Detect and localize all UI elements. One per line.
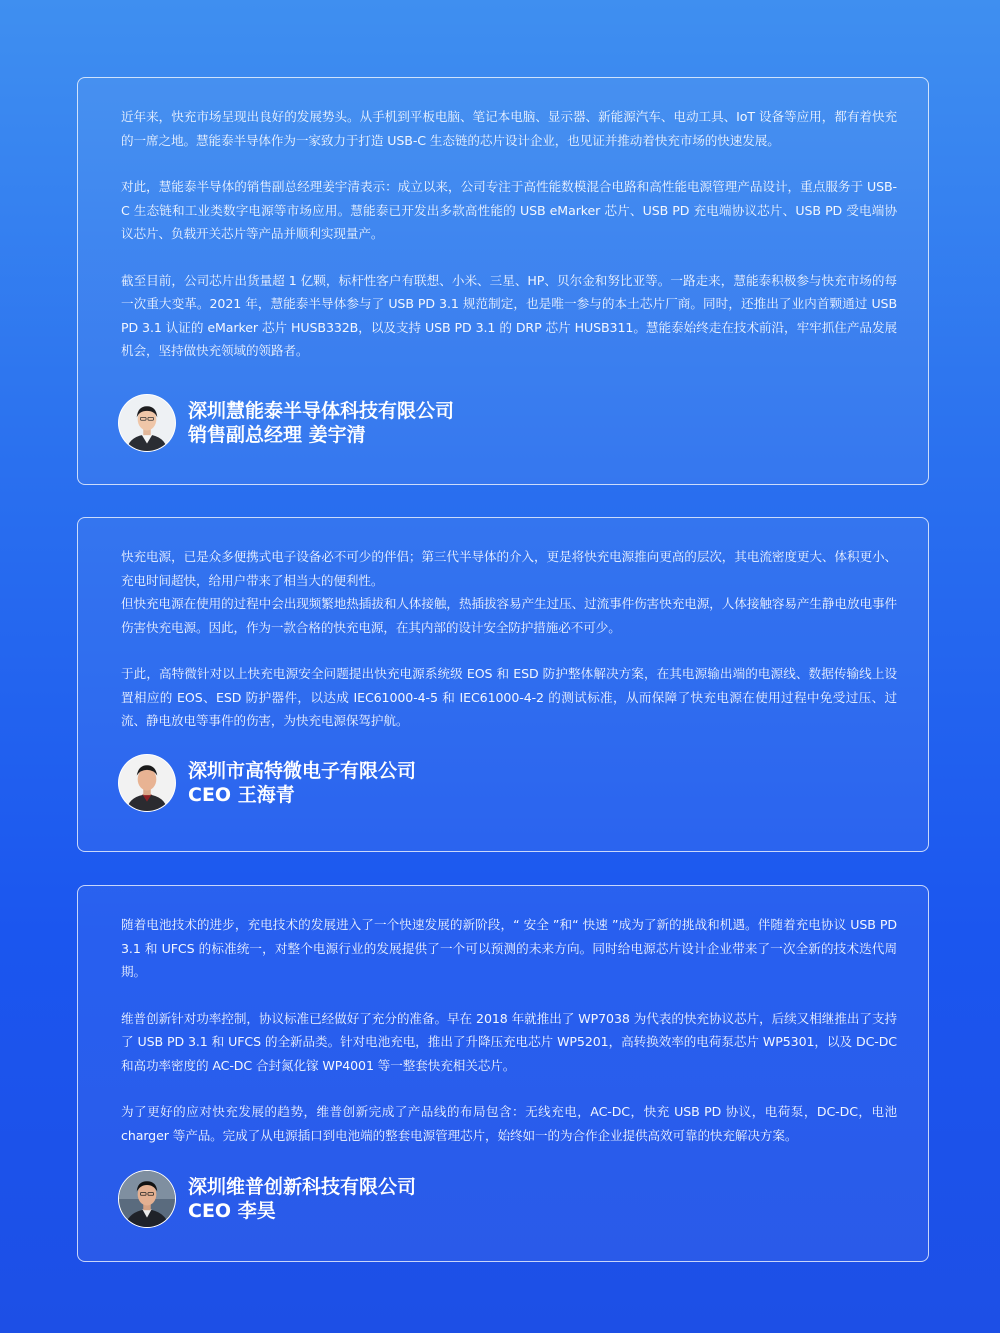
- avatar: [118, 754, 176, 812]
- signature: [118, 753, 416, 813]
- portrait-wang-haiqing-icon: [119, 755, 175, 811]
- testimonial-card-gaotewei: [77, 517, 929, 852]
- signature: [118, 1169, 416, 1229]
- paragraph: 近年来，快充市场呈现出良好的发展势头。从手机到平板电脑、笔记本电脑、显示器、新能源汽车、电动工具、IoT 设备等应用，都有着快充的一席之地。慧能泰半导体作为一家致力于打造 USB-C 生态链的芯片设计企业，也见证并推动着快充市场的快速发展。: [121, 109, 897, 148]
- signature-text: [188, 399, 454, 447]
- signature: [118, 393, 454, 453]
- testimonial-card-weipu: [77, 885, 929, 1262]
- testimonial-card-huinengtai: [77, 77, 929, 485]
- signature-text: [188, 759, 416, 807]
- portrait-jiang-yuqing-icon: [119, 395, 175, 451]
- avatar: [118, 394, 176, 452]
- company-name: 深圳维普创新科技有限公司: [188, 1176, 417, 1198]
- paragraph: 截至目前，公司芯片出货量超 1 亿颗，标杆性客户有联想、小米、三星、HP、贝尔金和努比亚等。一路走来，慧能泰积极参与快充市场的每一次重大变革。2021 年，慧能泰半导体参与了 USB PD 3.1 规范制定，也是唯一参与的本土芯片厂商。同时，还推出了业内首颗通过 USB PD 3.1 认证的 eMarker 芯片 HUSB332B，以及支持 USB PD 3.1 的 DRP 芯片 HUSB311。慧能泰始终走在技术前沿，牢牢抓住产品发展机会，坚持做快充领域的领路者。: [121, 272, 897, 358]
- paragraph: 随着电池技术的进步，充电技术的发展进入了一个快速发展的新阶段，“ 安全 ”和“ 快速 ”成为了新的挑战和机遇。伴随着充电协议 USB PD 3.1 和 UFCS 的标准统一，对整个电源行业的发展提供了一个可以预测的未来方向。同时给电源芯片设计企业带来了一次全新的技术迭代周期。: [121, 917, 897, 979]
- person-title: 销售副总经理 姜宇清: [188, 424, 366, 446]
- paragraph: 于此，高特微针对以上快充电源安全问题提出快充电源系统级 EOS 和 ESD 防护整体解决方案，在其电源输出端的电源线、数据传输线上设置相应的 EOS、ESD 防护器件，以达成 IEC61000-4-5 和 IEC61000-4-2 的测试标准，从而保障了快充电源在使用过程中免受过压、过流、静电放电等事件的伤害，为快充电源保驾护航。: [121, 666, 897, 728]
- company-name: 深圳市高特微电子有限公司: [188, 760, 417, 782]
- company-name: 深圳慧能泰半导体科技有限公司: [188, 400, 455, 422]
- testimonial-body: [121, 105, 897, 363]
- person-title: CEO 李昊: [188, 1200, 276, 1222]
- paragraph: 为了更好的应对快充发展的趋势，维普创新完成了产品线的布局包含：无线充电，AC-DC，快充 USB PD 协议，电荷泵，DC-DC，电池 charger 等产品。完成了从电源插口到电池端的整套电源管理芯片，始终如一的为合作企业提供高效可靠的快充解决方案。: [121, 1104, 897, 1143]
- testimonial-body: [121, 913, 897, 1147]
- signature-text: [188, 1175, 416, 1223]
- avatar: [118, 1170, 176, 1228]
- person-title: CEO 王海青: [188, 784, 295, 806]
- paragraph: 但快充电源在使用的过程中会出现频繁地热插拔和人体接触，热插拔容易产生过压、过流事件伤害快充电源，人体接触容易产生静电放电事件伤害快充电源。因此，作为一款合格的快充电源，在其内部的设计安全防护措施必不可少。: [121, 596, 897, 635]
- paragraph: 维普创新针对功率控制，协议标准已经做好了充分的准备。早在 2018 年就推出了 WP7038 为代表的快充协议芯片，后续又相继推出了支持了 USB PD 3.1 和 UFCS 的全新品类。针对电池充电，推出了升降压充电芯片 WP5201，高转换效率的电荷泵芯片 WP5301，以及 DC-DC 和高功率密度的 AC-DC 合封氮化镓 WP4001 等一整套快充相关芯片。: [121, 1010, 897, 1073]
- paragraph: 快充电源，已是众多便携式电子设备必不可少的伴侣；第三代半导体的介入，更是将快充电源推向更高的层次，其电流密度更大、体积更小、充电时间超快，给用户带来了相当大的便利性。: [121, 549, 897, 588]
- paragraph: 对此，慧能泰半导体的销售副总经理姜宇清表示：成立以来，公司专注于高性能数模混合电路和高性能电源管理产品设计，重点服务于 USB-C 生态链和工业类数字电源等市场应用。慧能泰已开发出多款高性能的 USB eMarker 芯片、USB PD 充电端协议芯片、USB PD 受电端协议芯片、负载开关芯片等产品并顺利实现量产。: [121, 179, 897, 241]
- testimonial-body: [121, 545, 897, 733]
- portrait-li-hao-icon: [119, 1171, 175, 1227]
